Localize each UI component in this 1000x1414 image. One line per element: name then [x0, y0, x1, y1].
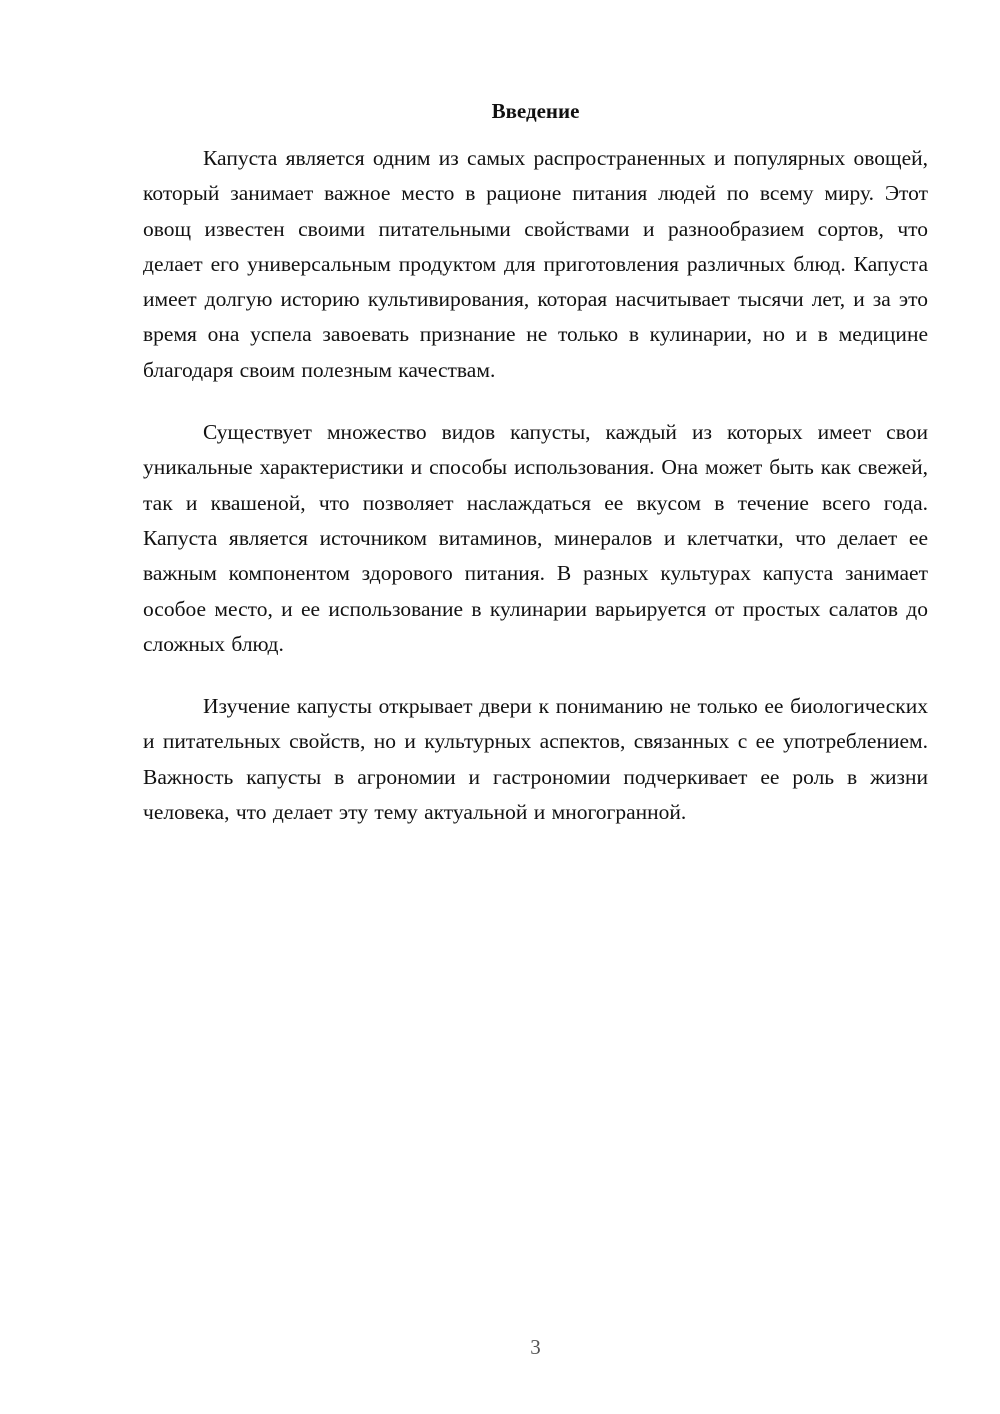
paragraph: Существует множество видов капусты, каждый из которых имеет свои уникальные характеристики и способы использования. Она может быть как свежей, так и квашеной, что позволяет наслаждаться ее вкусом в течение всего года. Капуста является источником витаминов, минералов и клетчатки, что делает ее важным компонентом здорового питания. В разных культурах капуста занимает особое место, и ее использование в кулинарии варьируется от простых салатов до сложных блюд. [143, 420, 928, 656]
paragraph: Изучение капусты открывает двери к пониманию не только ее биологических и питательных свойств, но и культурных аспектов, связанных с ее употреблением. Важность капусты в агрономии и гастрономии подчеркивает ее роль в жизни человека, что делает эту тему актуальной и многогранной. [143, 694, 928, 825]
page-number: 3 [530, 1335, 541, 1359]
paragraph: Капуста является одним из самых распространенных и популярных овощей, который занимает важное место в рационе питания людей по всему миру. Этот овощ известен своими питательными свойствами и разнообразием сортов, что делает его универсальным продуктом для приготовления различных блюд. Капуста имеет долгую историю культивирования, которая насчитывает тысячи лет, и за это время она успела завоевать признание не только в кулинарии, но и в медицине благодаря своим полезным качествам. [143, 146, 928, 382]
body-text [143, 141, 928, 857]
section-heading: Введение [491, 99, 580, 123]
